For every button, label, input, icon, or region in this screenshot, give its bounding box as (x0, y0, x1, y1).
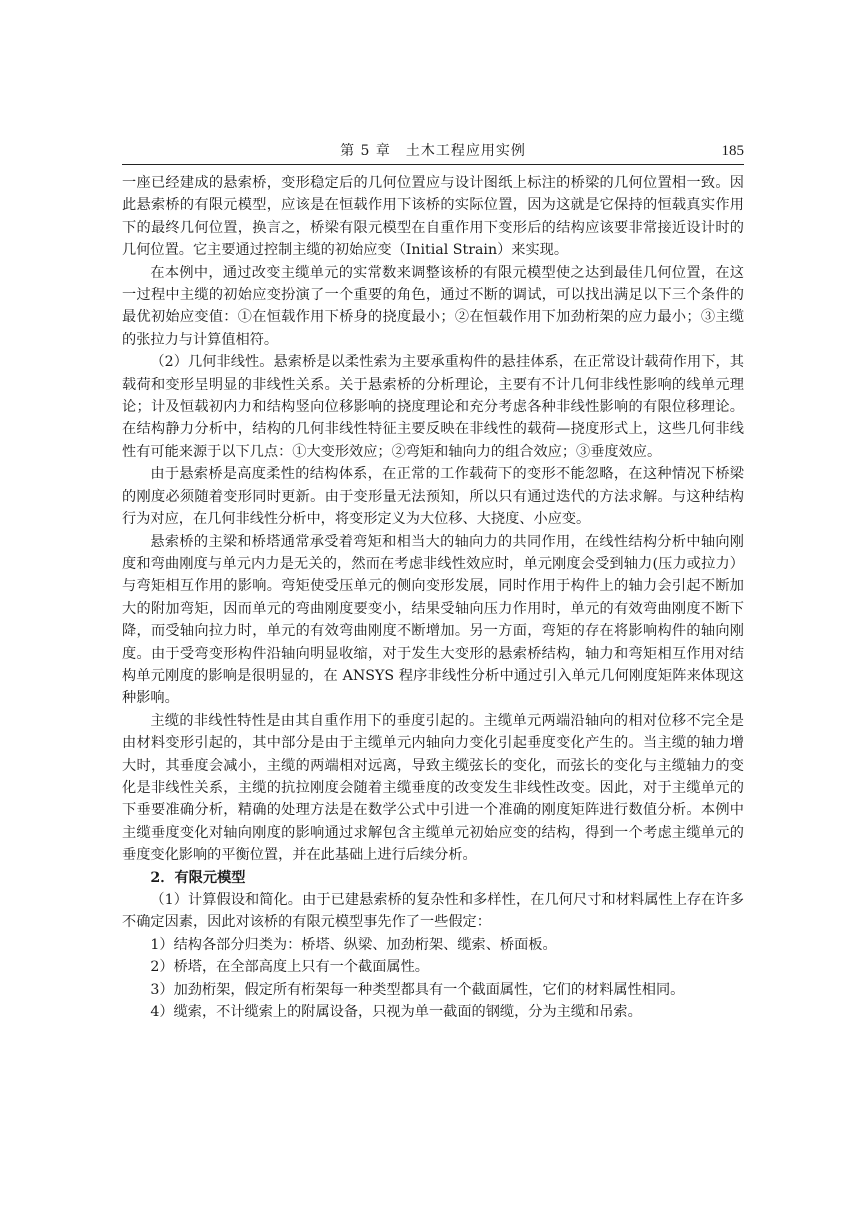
paragraph: 一座已经建成的悬索桥，变形稳定后的几何位置应与设计图纸上标注的桥梁的几何位置相一致。因此悬索桥的有限元模型，应该是在恒载作用下该桥的实际位置，因为这就是它保持的恒载真实作用下的最终几何位置，换言之，桥梁有限元模型在自重作用下变形后的结构应该要非常接近设计时的几何位置。它主要通过控制主缆的初始应变（Initial Strain）来实现。 (122, 175, 744, 259)
paragraph: （2）几何非线性。悬索桥是以柔性索为主要承重构件的悬挂体系，在正常设计载荷作用下，其载荷和变形呈明显的非线性关系。关于悬索桥的分析理论，主要有不计几何非线性影响的线单元理论；计及恒载初内力和结构竖向位移影响的挠度理论和充分考虑各种非线性影响的有限位移理论。在结构静力分析中，结构的几何非线性特征主要反映在非线性的载荷—挠度形式上，这些几何非线性有可能来源于以下几点：①大变形效应；②弯矩和轴向力的组合效应；③垂度效应。 (122, 354, 744, 460)
page-number: 185 (721, 143, 744, 159)
list-item: 1）结构各部分归类为：桥塔、纵梁、加劲桁架、缆索、桥面板。 (150, 936, 557, 953)
paragraph: 由于悬索桥是高度柔性的结构体系，在正常的工作载荷下的变形不能忽略，在这种情况下桥梁的刚度必须随着变形同时更新。由于变形量无法预知，所以只有通过迭代的方法求解。与这种结构行为对应，在几何非线性分析中，将变形定义为大位移、大挠度、小应变。 (122, 466, 744, 528)
list-item: 3）加劲桁架，假定所有桁架每一种类型都具有一个截面属性，它们的材料属性相同。 (150, 981, 685, 998)
list-item: 4）缆索，不计缆索上的附属设备，只视为单一截面的钢缆，分为主缆和吊索。 (150, 1004, 642, 1021)
running-header (122, 140, 744, 165)
paragraph: （1）计算假设和简化。由于已建悬索桥的复杂性和多样性，在几何尺寸和材料属性上存在许多不确定因素，因此对该桥的有限元模型事先作了一些假定： (122, 892, 744, 931)
paragraph: 悬索桥的主梁和桥塔通常承受着弯矩和相当大的轴向力的共同作用，在线性结构分析中轴向刚度和弯曲刚度与单元内力是无关的，然而在考虑非线性效应时，单元刚度会受到轴力(压力或拉力）与弯矩相互作用的影响。弯矩使受压单元的侧向变形发展，同时作用于构件上的轴力会引起不断加大的附加弯矩，因而单元的弯曲刚度要变小，结果受轴向压力作用时，单元的有效弯曲刚度不断下降，而受轴向拉力时，单元的有效弯曲刚度不断增加。另一方面，弯矩的存在将影响构件的轴向刚度。由于受弯变形构件沿轴向明显收缩，对于发生大变形的悬索桥结构，轴力和弯矩相互作用对结构单元刚度的影响是很明显的，在 ANSYS 程序非线性分析中通过引入单元几何刚度矩阵来体现这种影响。 (122, 533, 744, 707)
body-text (122, 172, 744, 1023)
section-heading: 2．有限元模型 (150, 869, 246, 886)
chapter-title: 第 5 章 土木工程应用实例 (340, 143, 526, 159)
paragraph: 在本例中，通过改变主缆单元的实常数来调整该桥的有限元模型使之达到最佳几何位置，在这一过程中主缆的初始应变扮演了一个重要的角色，通过不断的调试，可以找出满足以下三个条件的最优初始应变值：①在恒载作用下桥身的挠度最小；②在恒载作用下加劲桁架的应力最小；③主缆的张拉力与计算值相符。 (122, 264, 744, 348)
list-item: 2）桥塔，在全部高度上只有一个截面属性。 (150, 959, 429, 976)
paragraph: 主缆的非线性特性是由其自重作用下的垂度引起的。主缆单元两端沿轴向的相对位移不完全是由材料变形引起的，其中部分是由于主缆单元内轴向力变化引起垂度变化产生的。当主缆的轴力增大时，其垂度会减小，主缆的两端相对远离，导致主缆弦长的变化，而弦长的变化与主缆轴力的变化是非线性关系，主缆的抗拉刚度会随着主缆垂度的改变发生非线性改变。因此，对于主缆单元的下垂要准确分析，精确的处理方法是在数学公式中引进一个准确的刚度矩阵进行数值分析。本例中主缆垂度变化对轴向刚度的影响通过求解包含主缆单元初始应变的结构，得到一个考虑主缆单元的垂度变化影响的平衡位置，并在此基础上进行后续分析。 (122, 712, 744, 864)
